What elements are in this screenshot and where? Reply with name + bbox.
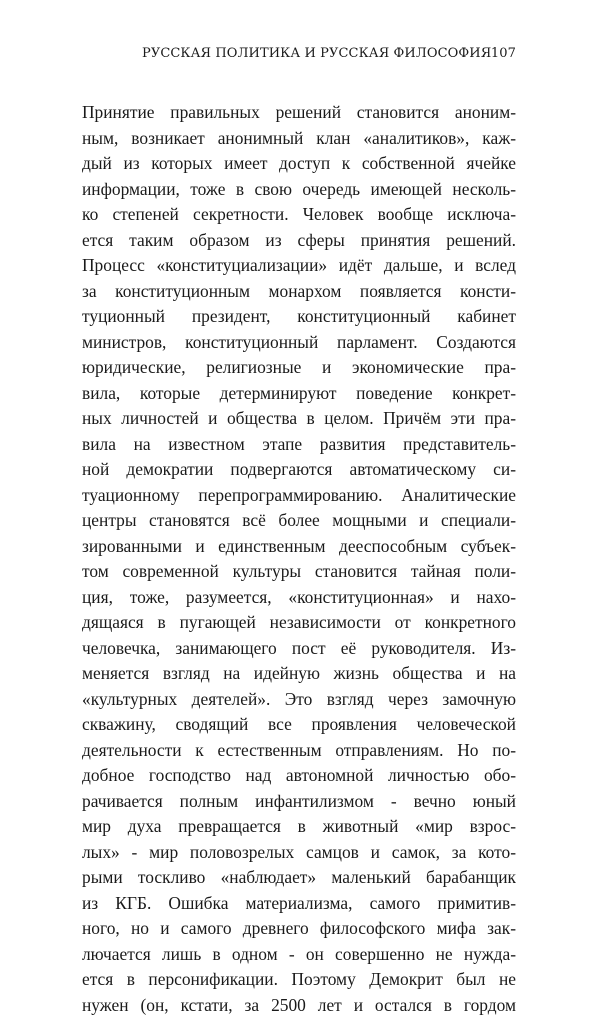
text-line: юридические, религиозные и экономические пра- xyxy=(82,355,516,381)
text-line: ется в персонификации. Поэтому Демокрит был не xyxy=(82,967,516,993)
text-line: человечка, занимающего пост её руководителя. Из- xyxy=(82,636,516,662)
text-line: рыми тоскливо «наблюдает» маленький барабанщик xyxy=(82,865,516,891)
text-line: ция, тоже, разумеется, «конституционная» и нахо- xyxy=(82,585,516,611)
text-line: дый из которых имеет доступ к собственной ячейке xyxy=(82,151,516,177)
text-line: ной демократии подвергаются автоматическому си- xyxy=(82,457,516,483)
body-text xyxy=(82,100,516,1018)
text-line: ко степеней секретности. Человек вообще исключа- xyxy=(82,202,516,228)
text-line: туационному перепрограммированию. Аналитические xyxy=(82,483,516,509)
text-line: рачивается полным инфантилизмом - вечно юный xyxy=(82,789,516,815)
text-line: Принятие правильных решений становится аноним- xyxy=(82,100,516,126)
text-line: дящаяся в пугающей независимости от конкретного xyxy=(82,610,516,636)
text-line: деятельности к естественным отправлениям. Но по- xyxy=(82,738,516,764)
running-title: РУССКАЯ ПОЛИТИКА И РУССКАЯ ФИЛОСОФИЯ xyxy=(142,44,491,64)
text-line: добное господство над автономной личностью обо- xyxy=(82,763,516,789)
text-line: зированными и единственным дееспособным субъек- xyxy=(82,534,516,560)
text-line: «культурных деятелей». Это взгляд через замочную xyxy=(82,687,516,713)
text-line: информации, тоже в свою очередь имеющей несколь- xyxy=(82,177,516,203)
running-head xyxy=(82,44,516,64)
text-line: центры становятся всё более мощными и специали- xyxy=(82,508,516,534)
text-line: туционный президент, конституционный кабинет xyxy=(82,304,516,330)
text-line: скважину, сводящий все проявления человеческой xyxy=(82,712,516,738)
text-line: ется таким образом из сферы принятия решений. xyxy=(82,228,516,254)
text-line: Процесс «конституциализации» идёт дальше, и вслед xyxy=(82,253,516,279)
text-line: нужен (он, кстати, за 2500 лет и остался в гордом xyxy=(82,993,516,1018)
text-line: ным, возникает анонимный клан «аналитиков», каж- xyxy=(82,126,516,152)
text-line: министров, конституционный парламент. Создаются xyxy=(82,330,516,356)
text-line: том современной культуры становится тайная поли- xyxy=(82,559,516,585)
text-line: лых» - мир половозрелых самцов и самок, за кото- xyxy=(82,840,516,866)
text-line: ного, но и самого древнего философского мифа зак- xyxy=(82,916,516,942)
text-line: мир духа превращается в животный «мир взрос- xyxy=(82,814,516,840)
text-line: вила, которые детерминируют поведение конкрет- xyxy=(82,381,516,407)
text-line: меняется взгляд на идейную жизнь общества и на xyxy=(82,661,516,687)
text-line: ных личностей и общества в целом. Причём эти пра- xyxy=(82,406,516,432)
text-line: из КГБ. Ошибка материализма, самого примитив- xyxy=(82,891,516,917)
text-line: вила на известном этапе развития представитель- xyxy=(82,432,516,458)
text-line: лючается лишь в одном - он совершенно не нужда- xyxy=(82,942,516,968)
text-line: за конституционным монархом появляется консти- xyxy=(82,279,516,305)
page-number: 107 xyxy=(491,44,516,64)
